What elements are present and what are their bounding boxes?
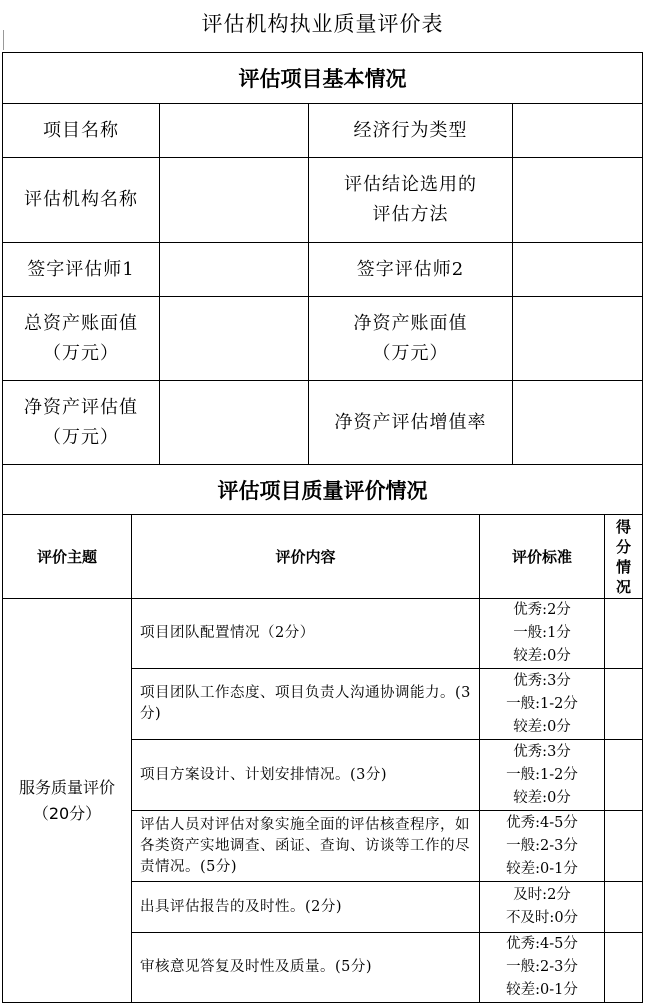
score-cell[interactable] xyxy=(605,882,643,933)
score-cell[interactable] xyxy=(605,811,643,882)
theme-service-quality: 服务质量评价 （20分） xyxy=(3,599,132,1003)
score-cell[interactable] xyxy=(605,740,643,811)
value-net-assets-appraised-value[interactable] xyxy=(160,381,309,465)
label-appraiser-1: 签字评估师1 xyxy=(3,243,160,297)
value-economic-behavior-type[interactable] xyxy=(513,104,643,158)
value-appraiser-2[interactable] xyxy=(513,243,643,297)
label-economic-behavior-type: 经济行为类型 xyxy=(309,104,513,158)
value-net-assets-appreciation-rate[interactable] xyxy=(513,381,643,465)
label-appraiser-2: 签字评估师2 xyxy=(309,243,513,297)
criterion-content: 出具评估报告的及时性。(2分) xyxy=(132,882,480,933)
label-net-assets-appraised-value: 净资产评估值 （万元） xyxy=(3,381,160,465)
criterion-standard: 及时:2分 不及时:0分 xyxy=(480,882,605,933)
criterion-standard: 优秀:3分 一般:1-2分 较差:0分 xyxy=(480,669,605,740)
header-standard: 评价标准 xyxy=(480,515,605,599)
quality-section-heading: 评估项目质量评价情况 xyxy=(3,465,643,515)
criterion-content: 审核意见答复及时性及质量。(5分) xyxy=(132,933,480,1003)
basic-section-heading: 评估项目基本情况 xyxy=(3,53,643,104)
header-score: 得 分 情 况 xyxy=(605,515,643,599)
label-net-assets-appreciation-rate: 净资产评估增值率 xyxy=(309,381,513,465)
criterion-standard: 优秀:2分 一般:1分 较差:0分 xyxy=(480,599,605,669)
page-title: 评估机构执业质量评价表 xyxy=(201,12,444,36)
criterion-standard: 优秀:3分 一般:1-2分 较差:0分 xyxy=(480,740,605,811)
label-project-name: 项目名称 xyxy=(3,104,160,158)
criterion-standard: 优秀:4-5分 一般:2-3分 较差:0-1分 xyxy=(480,811,605,882)
label-valuation-method: 评估结论选用的 评估方法 xyxy=(309,158,513,243)
criterion-content: 项目方案设计、计划安排情况。(3分) xyxy=(132,740,480,811)
criterion-standard: 优秀:4-5分 一般:2-3分 较差:0-1分 xyxy=(480,933,605,1003)
criterion-content: 项目团队配置情况（2分） xyxy=(132,599,480,669)
value-project-name[interactable] xyxy=(160,104,309,158)
margin-mark xyxy=(3,30,4,50)
criterion-content: 项目团队工作态度、项目负责人沟通协调能力。(3分) xyxy=(132,669,480,740)
score-cell[interactable] xyxy=(605,933,643,1003)
label-net-assets-book-value: 净资产账面值 （万元） xyxy=(309,297,513,381)
criterion-content: 评估人员对评估对象实施全面的评估核查程序，如各类资产实地调查、函证、查询、访谈等工作的尽责情况。(5分) xyxy=(132,811,480,882)
header-theme: 评价主题 xyxy=(3,515,132,599)
basic-info-table xyxy=(2,52,643,515)
value-total-assets-book-value[interactable] xyxy=(160,297,309,381)
value-net-assets-book-value[interactable] xyxy=(513,297,643,381)
header-content: 评价内容 xyxy=(132,515,480,599)
value-valuation-method[interactable] xyxy=(513,158,643,243)
quality-eval-table xyxy=(2,514,643,1003)
label-agency-name: 评估机构名称 xyxy=(3,158,160,243)
score-cell[interactable] xyxy=(605,669,643,740)
label-total-assets-book-value: 总资产账面值 （万元） xyxy=(3,297,160,381)
value-agency-name[interactable] xyxy=(160,158,309,243)
score-cell[interactable] xyxy=(605,599,643,669)
value-appraiser-1[interactable] xyxy=(160,243,309,297)
